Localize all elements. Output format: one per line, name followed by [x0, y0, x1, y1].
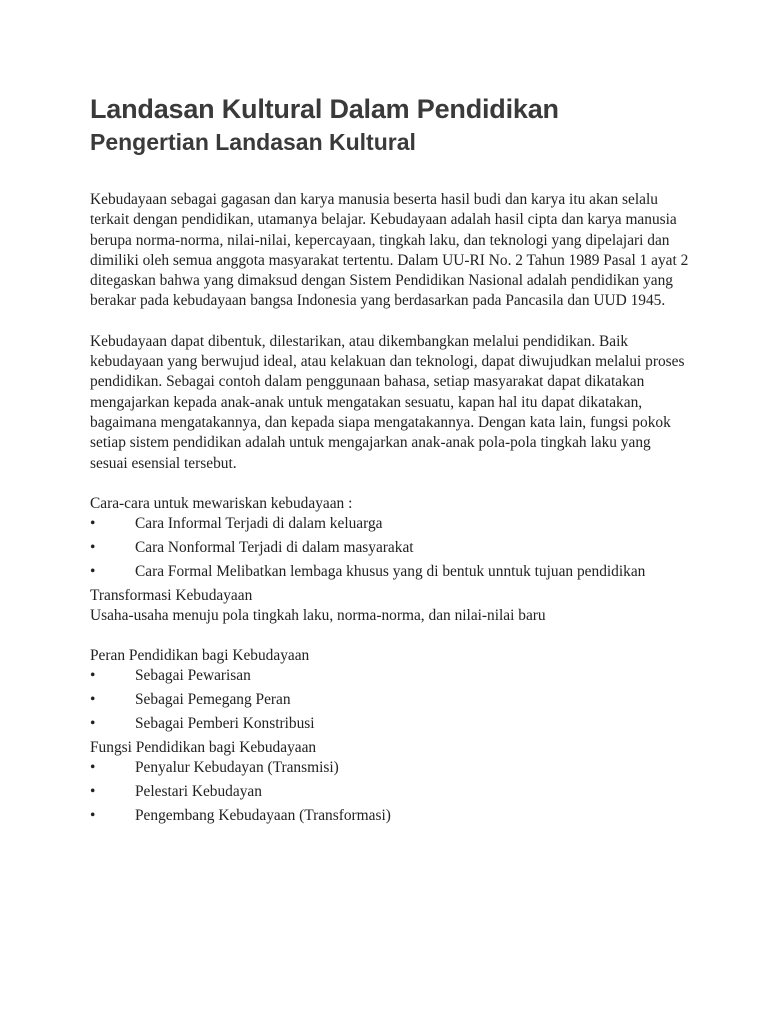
list-item-text: Cara Nonformal Terjadi di dalam masyarakat	[135, 538, 414, 556]
bullet-icon: •	[90, 515, 96, 533]
document-page	[90, 92, 690, 830]
transformasi-title: Transformasi Kebudayaan	[90, 586, 253, 604]
bullet-icon: •	[90, 715, 96, 733]
list-item-text: Pelestari Kebudayan	[135, 782, 262, 800]
list-item-text: Cara Formal Melibatkan lembaga khusus yang di bentuk unntuk tujuan pendidikan	[135, 562, 646, 580]
list-item	[90, 782, 690, 802]
list-item-text: Sebagai Pewarisan	[135, 667, 251, 685]
list-item	[90, 538, 690, 558]
list-item	[90, 806, 690, 826]
list-item-text: Pengembang Kebudayaan (Transformasi)	[135, 806, 391, 824]
list-item	[90, 714, 690, 734]
cara-list	[90, 514, 690, 582]
list-item-text: Sebagai Pemberi Konstribusi	[135, 715, 315, 733]
transformasi-text: Usaha-usaha menuju pola tingkah laku, norma-norma, dan nilai-nilai baru	[90, 606, 546, 624]
peran-title: Peran Pendidikan bagi Kebudayaan	[90, 647, 310, 665]
document-title: Landasan Kultural Dalam Pendidikan	[90, 94, 559, 124]
paragraph-1: Kebudayaan sebagai gagasan dan karya manusia beserta hasil budi dan karya itu akan selalu terkait dengan pendidikan, utamanya belajar. Kebudayaan adalah hasil cipta dan karya manusia berupa norma-norma, nilai-nilai, kepercayaan, tingkah laku, dan teknologi yang dipelajari dan dimiliki oleh semua anggota masyarakat tertentu. Dalam UU-RI No. 2 Tahun 1989 Pasal 1 ayat 2 ditegaskan bahwa yang dimaksud dengan Sistem Pendidikan Nasional adalah pendidikan yang berakar pada kebudayaan bangsa Indonesia yang berdasarkan pada Pancasila dan UUD 1945.	[90, 191, 689, 310]
bullet-icon: •	[90, 691, 96, 709]
bullet-icon: •	[90, 538, 96, 556]
bullet-icon: •	[90, 667, 96, 685]
document-subtitle: Pengertian Landasan Kultural	[90, 129, 416, 155]
paragraph-cara-intro: Cara-cara untuk mewariskan kebudayaan :	[90, 494, 353, 512]
document-body	[90, 190, 690, 826]
bullet-icon: •	[90, 806, 96, 824]
list-item	[90, 666, 690, 686]
fungsi-title: Fungsi Pendidikan bagi Kebudayaan	[90, 738, 317, 756]
list-item	[90, 514, 690, 534]
list-item-text: Sebagai Pemegang Peran	[135, 691, 291, 709]
bullet-icon: •	[90, 562, 96, 580]
list-item-text: Penyalur Kebudayan (Transmisi)	[135, 759, 339, 777]
peran-list	[90, 666, 690, 734]
list-item	[90, 562, 690, 582]
paragraph-2: Kebudayaan dapat dibentuk, dilestarikan, atau dikembangkan melalui pendidikan. Baik kebudayaan yang berwujud ideal, atau kelakuan dan teknologi, dapat diwujudkan melalui proses pendidikan. Sebagai contoh dalam penggunaan bahasa, setiap masyarakat dapat dikatakan mengajarkan kepada anak-anak untuk mengatakan sesuatu, kapan hal itu dapat dikatakan, bagaimana mengatakannya, dan kepada siapa mengatakannya. Dengan kata lain, fungsi pokok setiap sistem pendidikan adalah untuk mengajarkan anak-anak pola-pola tingkah laku yang sesuai esensial tersebut.	[90, 332, 685, 472]
list-item	[90, 758, 690, 778]
bullet-icon: •	[90, 782, 96, 800]
bullet-icon: •	[90, 759, 96, 777]
list-item-text: Cara Informal Terjadi di dalam keluarga	[135, 515, 383, 533]
fungsi-list	[90, 758, 690, 826]
list-item	[90, 690, 690, 710]
